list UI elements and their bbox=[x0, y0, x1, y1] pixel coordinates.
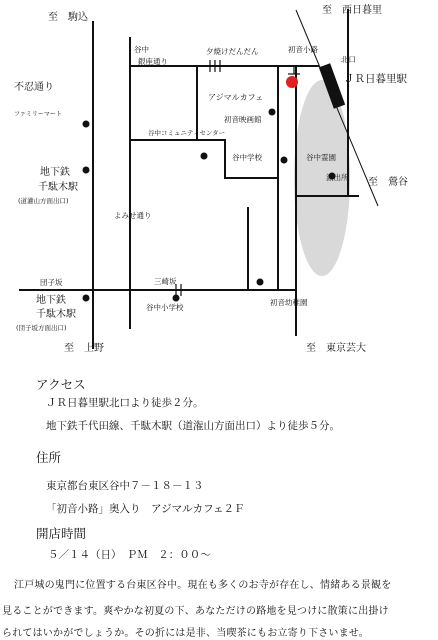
sendagi-station-2-dot bbox=[83, 295, 90, 302]
access-line-1: ＪＲ日暮里駅北口より徒歩２分。 bbox=[46, 397, 204, 409]
access-heading: アクセス bbox=[36, 377, 86, 392]
label-yanaka-shogakko: 谷中小学校 bbox=[146, 303, 184, 312]
label-familymart: ファミリーマート bbox=[14, 111, 62, 118]
community-center-dot bbox=[201, 153, 208, 160]
description-line-1: 江戸城の鬼門に位置する台東区谷中。現在も多くのお寺が存在し、情緒ある景観を bbox=[14, 580, 392, 591]
label-yanaka-community: 谷中コミュニティセンター bbox=[148, 129, 226, 137]
familymart-dot bbox=[83, 121, 90, 128]
label-hashutsujo: 派出所 bbox=[326, 173, 349, 182]
label-hatsune-yochien: 初音幼稚園 bbox=[270, 298, 308, 307]
label-sendagi-1-l3: (道灌山方面出口) bbox=[18, 197, 69, 205]
label-yanaka-ginza-2: 銀座通り bbox=[138, 57, 168, 66]
label-shinobazu: 不忍通り bbox=[14, 82, 54, 93]
label-sendagi-2-l2: 千駄木駅 bbox=[36, 309, 76, 320]
ajimaru-cafe-marker bbox=[286, 76, 298, 88]
label-sendagi-2-l3: (団子坂方面出口) bbox=[16, 324, 67, 332]
label-jr-nippori: ＪＲ日暮里駅 bbox=[344, 73, 407, 85]
label-yuyake-dandan: 夕焼けだんだん bbox=[206, 47, 259, 56]
address-line-2: 「初音小路」奥入り アジマルカフェ２Ｆ bbox=[46, 503, 245, 515]
hours-heading: 開店時間 bbox=[36, 526, 87, 541]
hours-line-1: ５／１４（日） ＰＭ ２：００～ bbox=[48, 549, 211, 561]
hatsune-eigakan-dot bbox=[269, 109, 276, 116]
description-line-3: られてはいかがでしょうか。その折には是非、当喫茶にもお立寄り下さいませ。 bbox=[2, 628, 369, 639]
label-yanaka-gakko: 谷中学校 bbox=[232, 153, 262, 162]
yanaka-shogakko-dot bbox=[173, 295, 180, 302]
label-dangozaka: 団子坂 bbox=[40, 278, 63, 287]
description-line-2: 見ることができます。爽やかな初夏の下、あなただけの路地を見つけに散策に出掛け bbox=[2, 606, 389, 617]
label-yanaka-ginza-1: 谷中 bbox=[134, 45, 149, 54]
label-nishinippori: 至 西日暮里 bbox=[322, 5, 382, 16]
hatsune-koji-arrow bbox=[288, 66, 300, 74]
sendagi-station-1-dot bbox=[83, 167, 90, 174]
label-sanzakizaka: 三崎坂 bbox=[154, 277, 177, 286]
access-line-2: 地下鉄千代田線、千駄木駅（道潅山方面出口）より徒歩５分。 bbox=[46, 420, 340, 432]
label-sendagi-2-l1: 地下鉄 bbox=[36, 295, 66, 306]
address-heading: 住所 bbox=[36, 450, 62, 465]
label-yomise: よみせ通り bbox=[114, 211, 152, 220]
label-ueno: 至 上野 bbox=[64, 343, 104, 354]
label-sendagi-1-l2: 千駄木駅 bbox=[38, 182, 78, 193]
label-uguisudani: 至 鶯谷 bbox=[368, 177, 408, 188]
label-sendagi-1-l1: 地下鉄 bbox=[40, 167, 70, 178]
label-hatsune-eigakan: 初音映画館 bbox=[224, 115, 262, 124]
address-line-1: 東京都台東区谷中７－１８－１３ bbox=[46, 480, 204, 492]
label-yanaka-reien: 谷中霊園 bbox=[306, 153, 336, 162]
label-hatsune-koji: 初音小路 bbox=[288, 45, 318, 54]
label-tokyo-geidai: 至 東京芸大 bbox=[306, 343, 366, 354]
label-kitaguchi: 北口 bbox=[341, 55, 356, 64]
yanaka-gakko-dot bbox=[281, 157, 288, 164]
hatsune-yochien-dot bbox=[257, 279, 264, 286]
label-komagome: 至 駒込 bbox=[48, 12, 88, 23]
label-ajimaru-cafe: アジマルカフェ bbox=[208, 93, 264, 102]
